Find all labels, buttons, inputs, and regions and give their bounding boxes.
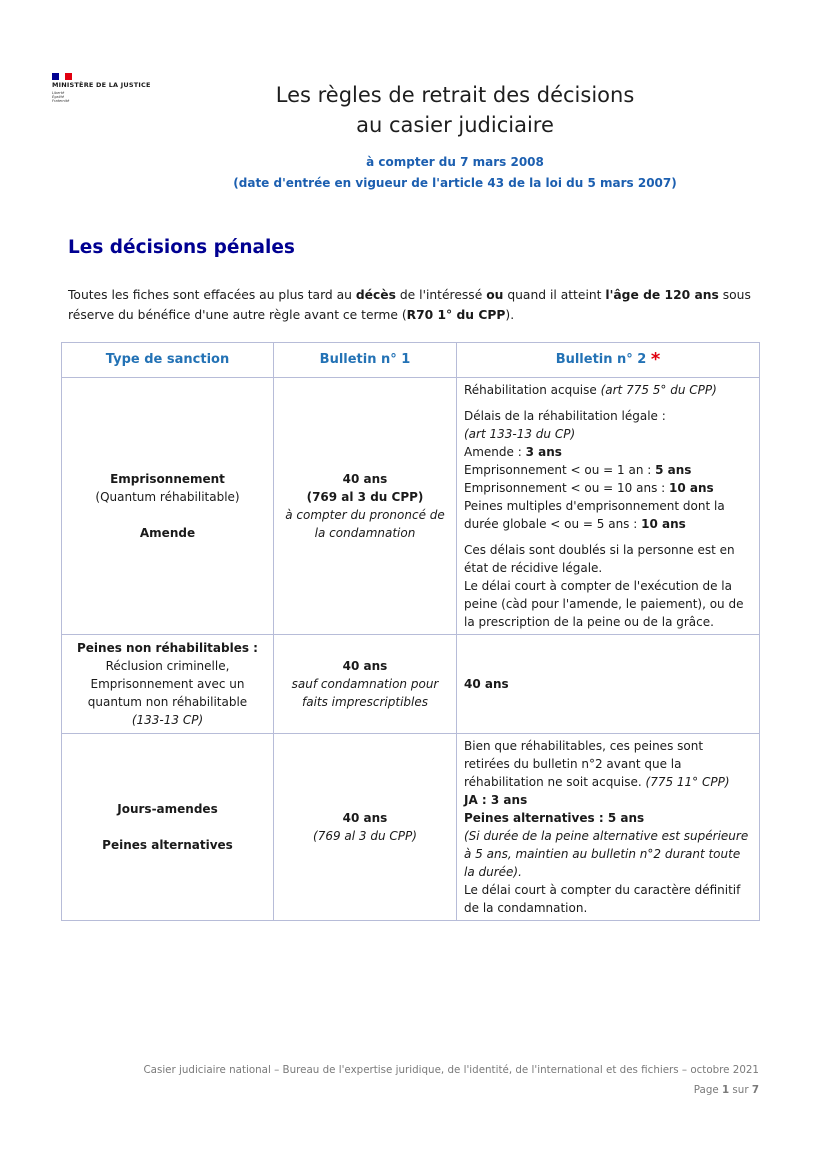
text: JA : xyxy=(464,793,491,807)
text: Emprisonnement < ou = 1 an : xyxy=(464,463,656,477)
text: Emprisonnement < ou = 10 ans : xyxy=(464,481,670,495)
text: Bien que réhabilitables, ces peines sont retirées du bulletin n°2 avant que la réhabilitation ne soit acquise. xyxy=(464,739,704,789)
text: ). xyxy=(505,308,515,322)
text: Peines alternatives xyxy=(102,838,233,852)
text: Toutes les fiches sont effacées au plus tard au xyxy=(68,288,356,302)
motto-line: Égalité xyxy=(52,95,65,99)
ministry-logo xyxy=(52,73,151,103)
text: (art 775 5° du CPP) xyxy=(600,383,717,397)
subtitle xyxy=(200,152,710,194)
text: Délais de la réhabilitation légale : xyxy=(464,409,666,423)
french-flag-icon xyxy=(52,73,72,80)
text: 3 ans xyxy=(525,445,562,459)
subtitle-line: (date d'entrée en vigueur de l'article 43 de la loi du 5 mars 2007) xyxy=(233,176,677,190)
text: 10 ans xyxy=(641,517,686,531)
title-line: au casier judiciaire xyxy=(356,113,554,137)
text: Réclusion criminelle, Emprisonnement avec un quantum non réhabilitable xyxy=(87,659,248,709)
text: 7 xyxy=(751,1084,759,1096)
text: Réhabilitation acquise xyxy=(464,383,601,397)
text: 5 ans xyxy=(655,463,692,477)
ministry-name: MINISTÈRE DE LA JUSTICE xyxy=(52,81,151,89)
cell-bulletin-1 xyxy=(274,378,457,635)
text: (769 al 3 du CPP) xyxy=(313,829,417,843)
page-title xyxy=(200,80,710,140)
intro-paragraph xyxy=(68,285,768,325)
text: 5 ans xyxy=(607,811,645,825)
text: ou xyxy=(486,288,504,302)
section-heading: Les décisions pénales xyxy=(68,237,295,258)
text: sous réserve du bénéfice d'une autre règle avant ce terme ( xyxy=(68,288,751,322)
text: 40 ans xyxy=(464,677,509,691)
page-number xyxy=(143,1080,759,1100)
title-line: Les règles de retrait des décisions xyxy=(275,83,635,107)
text: Amende xyxy=(139,526,196,540)
text: 40 ans xyxy=(342,472,388,486)
cell-bulletin-2 xyxy=(457,734,760,921)
text: (art 133-13 du CP) xyxy=(464,427,576,441)
motto-line: Fraternité xyxy=(52,99,70,103)
text: Peines non réhabilitables : xyxy=(77,641,258,655)
text: à compter du prononcé de la condamnation xyxy=(285,508,445,540)
text: Le délai court à compter du caractère définitif de la condamnation. xyxy=(464,883,741,915)
text: Peines alternatives : xyxy=(464,811,608,825)
text: Bulletin n° 2 xyxy=(555,352,647,367)
header-bulletin-2 xyxy=(457,343,760,378)
subtitle-line: à compter du 7 mars 2008 xyxy=(366,155,544,169)
text: R70 1° du CPP xyxy=(406,308,506,322)
text: Page xyxy=(693,1084,722,1096)
cell-type xyxy=(62,734,274,921)
cell-bulletin-2 xyxy=(457,378,760,635)
text: quand il atteint xyxy=(503,288,606,302)
footer-text: Casier judiciaire national – Bureau de l'expertise juridique, de l'identité, de l'international et des fichiers – octobre 2021 xyxy=(143,1064,759,1076)
text: sur xyxy=(729,1084,752,1096)
text: (Quantum réhabilitable) xyxy=(95,490,240,504)
text: l'âge de 120 ans xyxy=(605,288,719,302)
page-footer xyxy=(143,1060,759,1100)
cell-type xyxy=(62,378,274,635)
text: Emprisonnement xyxy=(110,472,225,486)
cell-bulletin-1 xyxy=(274,635,457,734)
text: (133-13 CP) xyxy=(131,713,204,727)
text: décès xyxy=(355,288,396,302)
cell-bulletin-2 xyxy=(457,635,760,734)
text: 10 ans xyxy=(669,481,714,495)
text: 40 ans xyxy=(342,811,388,825)
text: de l'intéressé xyxy=(395,288,487,302)
table-row xyxy=(62,378,760,635)
text: sauf condamnation pour faits imprescriptibles xyxy=(291,677,439,709)
text: (775 11° CPP) xyxy=(645,775,730,789)
table-header-row xyxy=(62,343,760,378)
cell-type xyxy=(62,635,274,734)
text: 3 ans xyxy=(490,793,528,807)
text: 1 xyxy=(721,1084,730,1096)
table-row xyxy=(62,635,760,734)
text: Amende : xyxy=(464,445,526,459)
text: Jours-amendes xyxy=(117,802,218,816)
table-row xyxy=(62,734,760,921)
asterisk-icon: * xyxy=(650,349,661,370)
rules-table xyxy=(61,342,760,921)
text: Ces délais sont doublés si la personne est en état de récidive légale. xyxy=(464,543,735,575)
header-type: Type de sanction xyxy=(62,343,274,378)
text: Le délai court à compter de l'exécution de la peine (càd pour l'amende, le paiement), ou de la prescription de la peine ou de la grâce. xyxy=(464,579,744,629)
motto-line: Liberté xyxy=(52,91,65,95)
text: 40 ans xyxy=(342,659,388,673)
text: (769 al 3 du CPP) xyxy=(306,490,424,504)
header-bulletin-1: Bulletin n° 1 xyxy=(274,343,457,378)
cell-bulletin-1 xyxy=(274,734,457,921)
motto xyxy=(52,91,151,103)
text: (Si durée de la peine alternative est supérieure à 5 ans, maintien au bulletin n°2 durant toute la durée). xyxy=(464,829,749,879)
text: Peines multiples d'emprisonnement dont la durée globale < ou = 5 ans : xyxy=(464,499,725,531)
